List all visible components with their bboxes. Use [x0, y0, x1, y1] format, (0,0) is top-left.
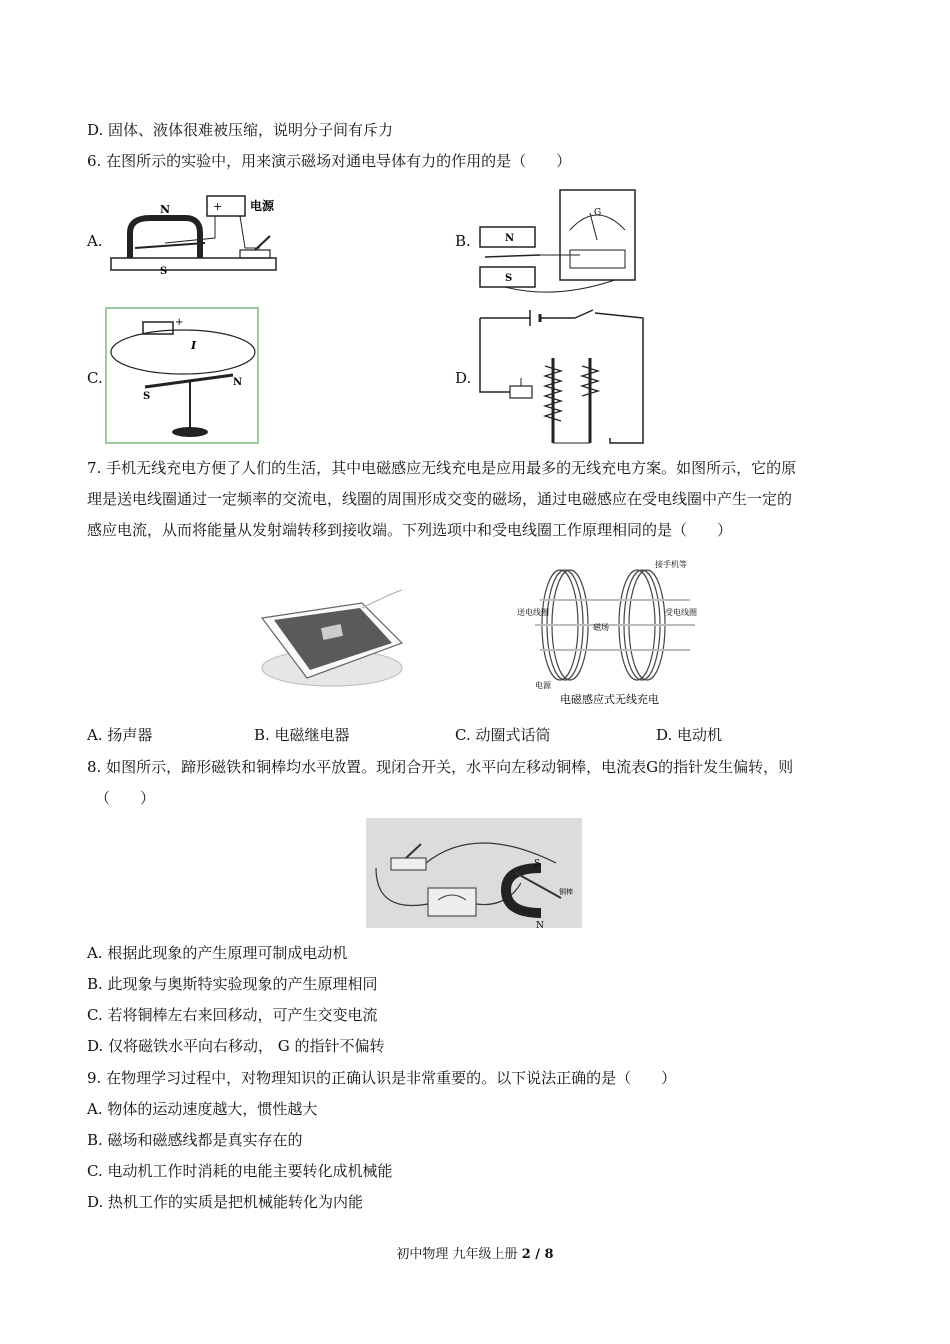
q7-field-text: 磁场	[593, 623, 609, 632]
q8-option-d: D. 仅将磁铁水平向右移动， G 的指针不偏转	[87, 1037, 385, 1055]
footer-subject: 初中物理 九年级上册	[396, 1247, 522, 1262]
q7-stem-line-3: 感应电流，从而将能量从发射端转移到接收端。下列选项中和受电线圈工作原理相同的是（ ）	[87, 521, 733, 539]
q8-s-text: S	[534, 859, 541, 869]
q6-figure-d	[475, 308, 650, 446]
q8-rod-text: 铜棒	[559, 888, 573, 896]
q6a-power-text: 电源	[250, 199, 275, 213]
q9-option-b: B. 磁场和磁感线都是真实存在的	[87, 1131, 303, 1149]
q7-stem-line-1: 7. 手机无线充电方便了人们的生活，其中电磁感应无线充电是应用最多的无线充电方案。如图所示，它的原	[87, 459, 797, 477]
q6c-n-text: N	[233, 377, 243, 388]
q6a-n-text: N	[160, 203, 171, 216]
q6b-s-text: S	[505, 273, 513, 284]
q7-recv-coil-text: 受电线圈	[665, 608, 697, 617]
q8-option-b: B. 此现象与奥斯特实验现象的产生原理相同	[87, 975, 378, 993]
q6-figure-a	[105, 188, 285, 288]
q7-phone-image	[252, 588, 412, 693]
q6-stem: 6. 在图所示的实验中，用来演示磁场对通电导体有力的作用的是（ ）	[87, 152, 572, 170]
q7-option-a: A. 扬声器	[87, 726, 153, 744]
q7-option-c: C. 动圈式话筒	[455, 726, 551, 744]
q9-option-c: C. 电动机工作时消耗的电能主要转化成机械能	[87, 1162, 393, 1180]
q8-option-a: A. 根据此现象的产生原理可制成电动机	[87, 944, 348, 962]
q7-option-d: D. 电动机	[656, 726, 723, 744]
q8-figure	[366, 818, 582, 928]
q6-figure-c	[105, 307, 260, 445]
q8-stem-line-1: 8. 如图所示，蹄形磁铁和铜棒均水平放置。现闭合开关，水平向左移动铜棒，电流表G的指针发生偏转，则	[87, 758, 794, 776]
q7-send-coil-text: 送电线圈	[517, 608, 549, 617]
q5-option-d: D. 固体、液体很难被压缩，说明分子间有斥力	[87, 121, 394, 139]
q7-stem-line-2: 理是送电线圈通过一定频率的交流电，线圈的周围形成交变的磁场，通过电磁感应在受电线圈中产生一定的	[87, 490, 793, 508]
q6-label-c: C.	[87, 369, 103, 387]
q6a-s-text: S	[160, 266, 168, 277]
q6b-g-text: G	[594, 208, 602, 218]
q7-coil-diagram	[505, 555, 715, 710]
q6-label-b: B.	[455, 232, 471, 250]
page-footer	[0, 1243, 950, 1262]
q9-stem: 9. 在物理学习过程中，对物理知识的正确认识是非常重要的。以下说法正确的是（ ）	[87, 1069, 677, 1087]
q7-option-b: B. 电磁继电器	[254, 726, 350, 744]
q8-option-c: C. 若将铜棒左右来回移动，可产生交变电流	[87, 1006, 378, 1024]
q6c-current-text: I	[191, 339, 197, 352]
q6a-plus-text: +	[213, 200, 223, 213]
q8-stem-line-2: （ ）	[95, 789, 156, 807]
q6-label-d: D.	[455, 369, 472, 387]
footer-page-number: 2 / 8	[521, 1247, 554, 1262]
q9-option-d: D. 热机工作的实质是把机械能转化为内能	[87, 1193, 364, 1211]
q6-figure-b	[475, 185, 655, 300]
q9-option-a: A. 物体的运动速度越大，惯性越大	[87, 1100, 318, 1118]
q7-to-phone-text: 接手机等	[655, 560, 687, 569]
q6c-s-text: S	[143, 391, 151, 402]
q8-n-text: N	[536, 921, 544, 928]
q6c-plus-text: +	[175, 317, 184, 328]
q7-caption-text: 电磁感应式无线充电	[560, 693, 659, 706]
q6b-n-text: N	[505, 233, 515, 244]
q7-power-text: 电源	[535, 681, 551, 690]
q6-label-a: A.	[87, 232, 103, 250]
